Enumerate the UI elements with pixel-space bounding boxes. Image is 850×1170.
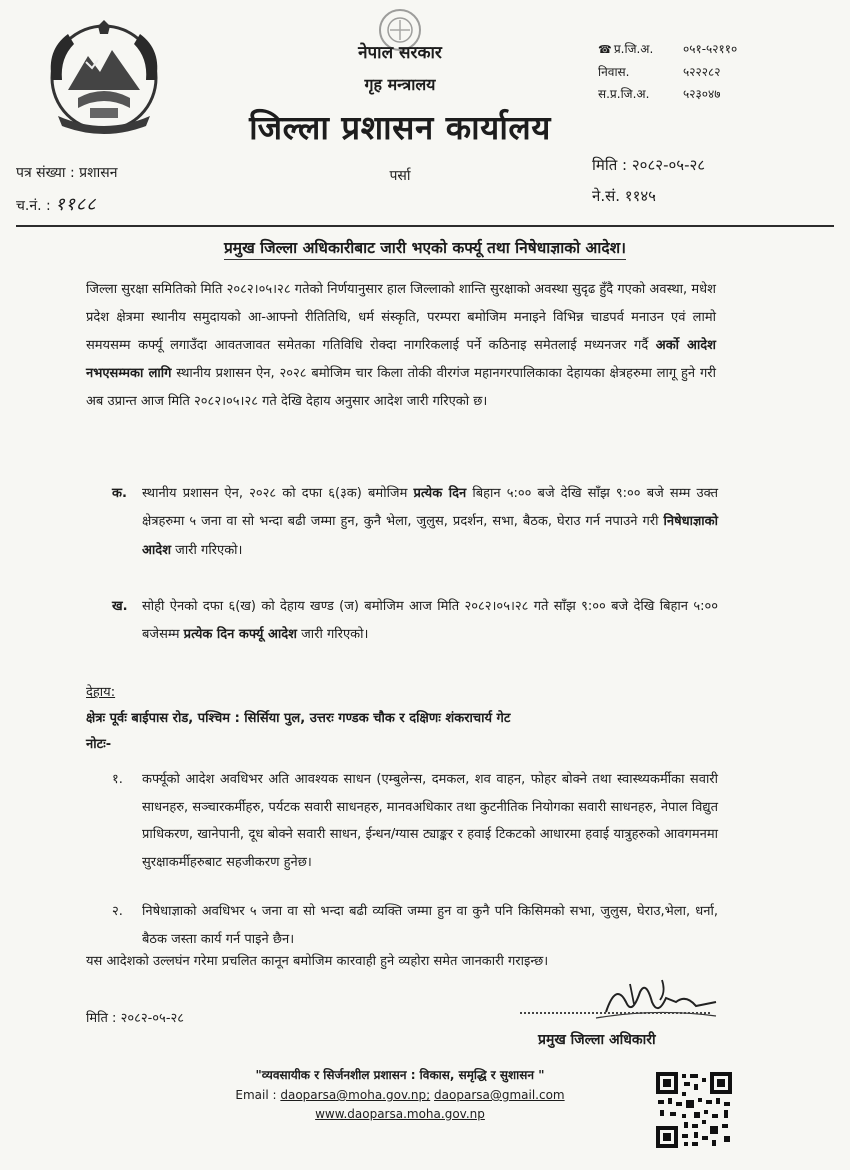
closing-paragraph: यस आदेशको उल्लघंन गरेमा प्रचलित कानून बमोजिम कारवाही हुने व्यहोरा समेत जानकारी गराइन्छ।	[86, 954, 549, 969]
item-kha-text-a: सोही ऐनको दफा ६(ख) को देहाय खण्ड (ज) बमोजिम आज मिति २०८२।०५।२८ गते साँझ ९:०० बजे देखि बिहान ५:०० बजेसम्म	[142, 599, 718, 643]
note-item	[112, 898, 718, 953]
item-ka-text-b: बिहान ५:०० बजे देखि साँझ ९:०० बजे सम्म उक्त क्षेत्रहरुमा ५ जना वा सो भन्दा बढी जम्मा हुन, कुनै भेला, जुलुस, प्रदर्शन, सभा, बैठक, घेराउ गर्न नपाउने गरी	[142, 486, 718, 530]
footer-date: मिति : २०८२-०५-२८	[86, 1011, 185, 1026]
contact-value: ५२३०४७	[683, 87, 721, 101]
contact-numbers	[598, 38, 737, 105]
contact-value: ५२२२८२	[683, 65, 721, 79]
contact-label: स.प्र.जि.अ.	[598, 87, 650, 101]
letter-date: मिति : २०८२-०५-२८	[592, 156, 706, 174]
contact-value: ०५१-५२११०	[683, 42, 738, 56]
reference-block	[16, 158, 118, 222]
intro-bold: अर्को आदेश नभएसम्मका लागि	[86, 337, 716, 381]
ministry-name: गृह मन्त्रालय	[364, 75, 436, 94]
note-text: निषेधाज्ञाको अवधिभर ५ जना वा सो भन्दा बढी व्यक्ति जम्मा हुन वा कुनै पनि किसिमको सभा, जुलुस, घेराउ,भेला, धर्ना, बैठक जस्ता कार्य गर्न पाइने छैन।	[142, 904, 718, 947]
intro-paragraph	[86, 276, 716, 416]
intro-text-b: स्थानीय प्रशासन ऐन, २०२८ बमोजिम चार किला तोकी वीरगंज महानगरपालिकाका देहायका क्षेत्रहरुमा लागू हुने गरी अब उप्रान्त आज मिति २०८२।०५।२८ गते देखि देहाय अनुसार आदेश जारी गरिएको छ।	[86, 365, 716, 409]
item-ka-bold-2: निषेधाज्ञाको आदेश	[142, 514, 719, 558]
qr-code-icon	[654, 1070, 734, 1150]
note-heading: नोटः-	[86, 737, 112, 752]
area-boundaries: क्षेत्रः पूर्वः बाईपास रोड, पश्चिम : सिर्सिया पुल, उत्तरः गण्डक चौक र दक्षिणः शंकराचार्य गेट	[86, 711, 511, 726]
chalani-line	[16, 189, 118, 222]
office-title: जिल्ला प्रशासन कार्यालय	[249, 108, 551, 147]
item-text	[142, 480, 718, 565]
chalani-label: च.नं. :	[16, 198, 51, 214]
government-name: नेपाल सरकार	[358, 43, 442, 63]
email-label: Email :	[235, 1088, 277, 1102]
district-name: पर्सा	[389, 168, 411, 184]
patra-sankhya: पत्र संख्या : प्रशासन	[16, 165, 118, 181]
order-item-kha	[112, 593, 718, 650]
item-kha-bold: प्रत्येक दिन कर्फ्यू आदेश	[183, 627, 297, 643]
note-number: २.	[112, 904, 123, 919]
letter-subject	[0, 236, 850, 258]
phone-icon: ☎	[598, 43, 612, 56]
note-text: कर्फ्यूको आदेश अवधिभर अति आवश्यक साधन (एम्बुलेन्स, दमकल, शव वाहन, फोहर बोक्ने तथा स्वास्थ्यकर्मीका सवारी साधनहरु, सञ्चारकर्मीहरु, पर्यटक सवारी साधनहरु, मानवअधिकार तथा कुटनीतिक नियोगका सवारी साधनहरु, नेपाल विद्युत प्राधिकरण, खानेपानी, दूध बोक्ने सवारी साधन, ईन्धन/ग्यास ट्याङ्कर र हवाई टिकटको आधारमा हवाई यात्रुहरुको आवगमनमा सुरक्षाकर्मीहरुबाट सहजीकरण हुनेछ।	[142, 772, 718, 870]
schedule-heading: देहाय:	[86, 685, 116, 700]
item-marker: क.	[112, 486, 127, 501]
contact-label	[598, 38, 683, 61]
handwritten-signature-icon	[566, 972, 736, 1024]
website-link[interactable]: www.daoparsa.moha.gov.np	[315, 1107, 485, 1121]
email-link-2[interactable]: daoparsa@gmail.com	[434, 1088, 565, 1102]
note-number: १.	[112, 772, 123, 787]
email-link-1[interactable]: daoparsa@moha.gov.np;	[280, 1088, 431, 1102]
office-motto: "व्यवसायीक र सिर्जनशील प्रशासन : विकास, समृद्धि र सुशासन "	[255, 1068, 545, 1082]
note-item	[112, 766, 718, 876]
intro-text-a: जिल्ला सुरक्षा समितिको मिति २०८२।०५।२८ गतेको निर्णयानुसार हाल जिल्लाको शान्ति सुरक्षाको अवस्था सुदृढ हुँदै गएको अवस्था, मधेश प्रदेश क्षेत्रमा स्थानीय समुदायको आ-आफ्नो रीतितिथि, धर्म संस्कृति, परम्परा बमोजिम मनाइने विभिन्न चाडपर्व मनाउन एवं लामो समयसम्म कर्फ्यू लगाउँदा आवतजावत समेतका गतिविधि रोक्दा नागरिकलाई पर्ने कठिनाइ समेतलाई मध्यनजर गर्दै	[86, 282, 716, 353]
item-ka-text-c: जारी गरिएको।	[175, 542, 243, 558]
item-kha-text-b: जारी गरिएको।	[301, 627, 369, 643]
item-text	[142, 593, 718, 650]
contact-row	[598, 61, 737, 83]
item-ka-bold-1: प्रत्येक दिन	[413, 486, 467, 501]
contact-row	[598, 38, 737, 61]
date-block	[592, 150, 705, 212]
order-item-ka	[112, 480, 718, 565]
item-ka-text-a: स्थानीय प्रशासन ऐन, २०२८ को दफा ६(३क) बमोजिम	[142, 486, 408, 501]
nepal-sambat: ने.सं. ११४५	[592, 187, 656, 205]
signatory-title: प्रमुख जिल्ला अधिकारी	[538, 1032, 656, 1048]
contact-row	[598, 83, 737, 105]
signature-line	[520, 1012, 710, 1014]
header-divider	[16, 225, 834, 227]
chalani-number: ११८८	[55, 194, 97, 215]
subject-text: प्रमुख जिल्ला अधिकारीबाट जारी भएको कर्फ्यू तथा निषेधाज्ञाको आदेश।	[224, 239, 626, 260]
contact-label: निवास.	[598, 65, 630, 79]
contact-label-text: प्र.जि.अ.	[613, 42, 654, 56]
item-marker: ख.	[112, 599, 128, 614]
